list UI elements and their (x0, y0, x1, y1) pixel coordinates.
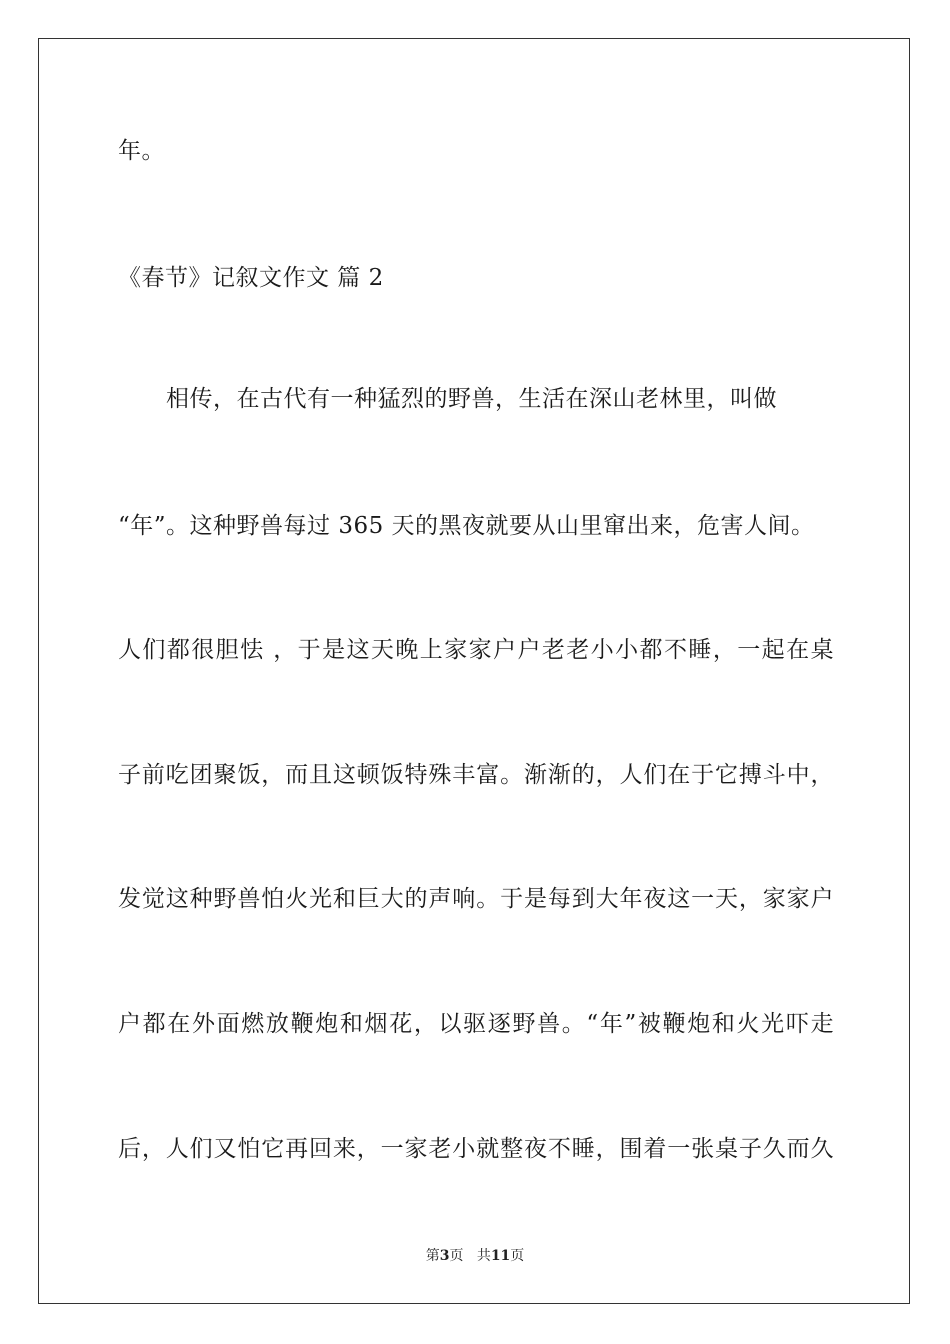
page-total: 11 (490, 1248, 511, 1264)
page-footer (0, 1247, 950, 1265)
page-current: 3 (439, 1248, 450, 1264)
section-heading: 《春节》记叙文作文 篇 2 (118, 265, 384, 291)
text-line-3: 相传，在古代有一种猛烈的野兽，生活在深山老林里，叫做 (166, 386, 777, 412)
text-line-4: “年”。这种野兽每过 365 天的黑夜就要从山里窜出来，危害人间。 (118, 513, 815, 539)
page-prefix: 第 (425, 1248, 440, 1264)
text-line-6: 子前吃团聚饭，而且这顿饭特殊丰富。渐渐的，人们在于它搏斗中， (118, 762, 834, 788)
total-suffix: 页 (510, 1248, 525, 1264)
page-border (38, 38, 910, 1304)
total-prefix: 共 (476, 1248, 491, 1264)
text-line-9: 后，人们又怕它再回来，一家老小就整夜不睡，围着一张桌子久而久 (118, 1136, 834, 1162)
text-line-7: 发觉这种野兽怕火光和巨大的声响。于是每到大年夜这一天，家家户 (118, 886, 834, 912)
text-line-8: 户都在外面燃放鞭炮和烟花，以驱逐野兽。“年”被鞭炮和火光吓走 (118, 1011, 834, 1037)
text-line-1: 年。 (118, 138, 165, 164)
page-suffix: 页 (449, 1248, 464, 1264)
text-line-5: 人们都很胆怯 ，于是这天晚上家家户户老老小小都不睡，一起在桌 (118, 637, 834, 663)
